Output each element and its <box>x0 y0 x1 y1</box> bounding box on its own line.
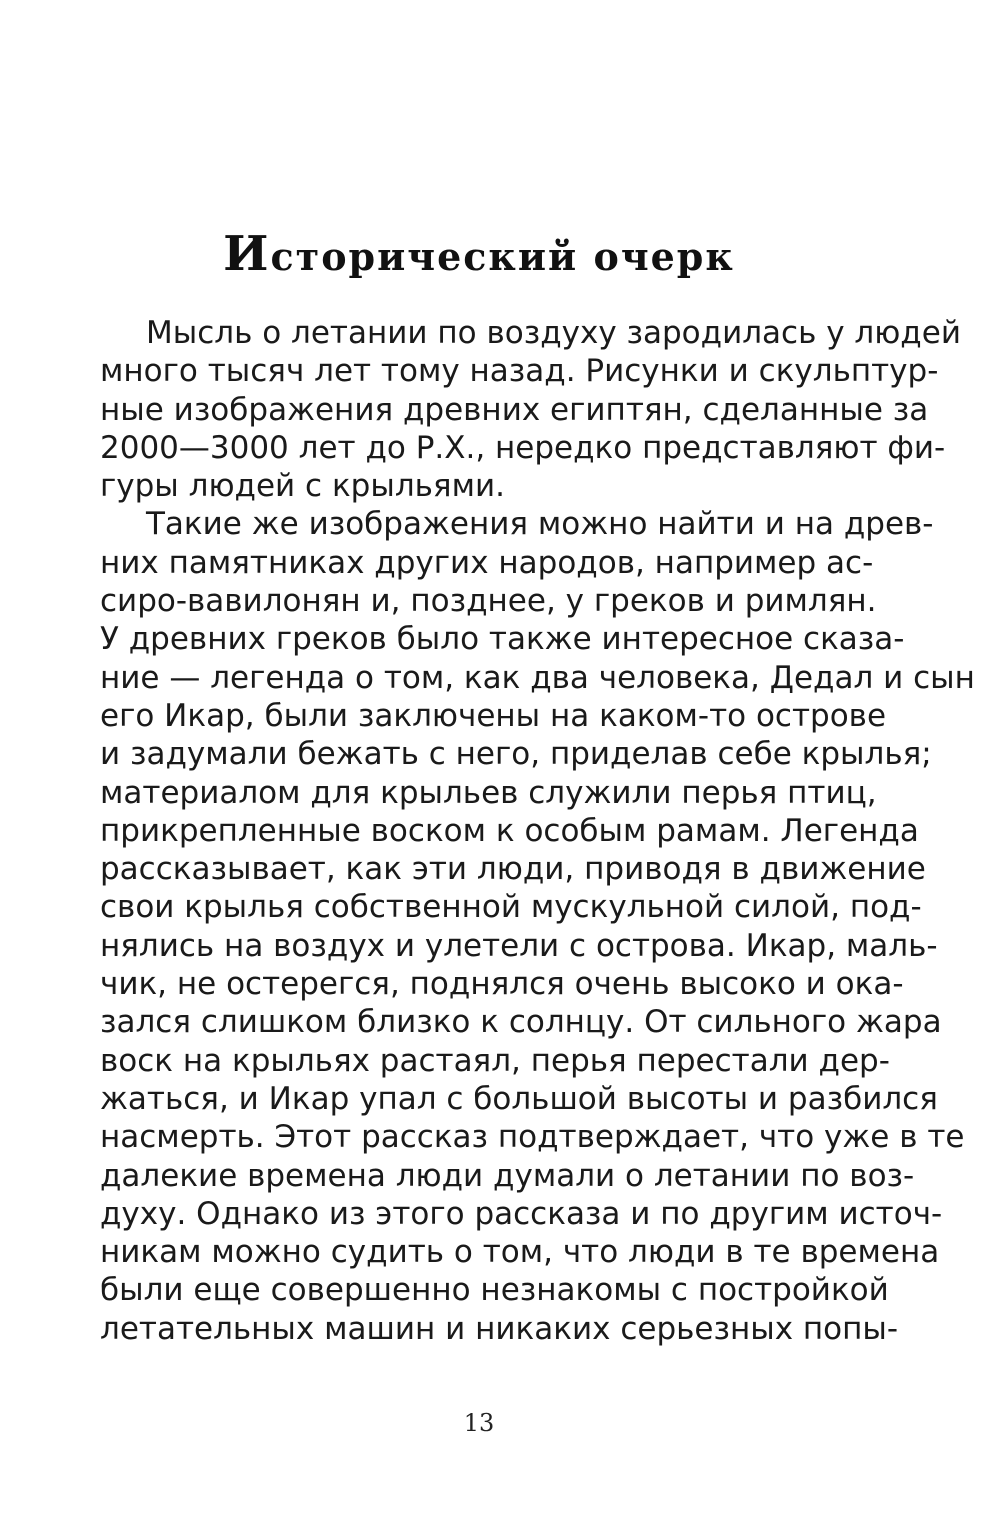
text-line: никам можно судить о том, что люди в те времена <box>100 1234 940 1271</box>
text-line: насмерть. Этот рассказ подтверждает, что уже в те <box>100 1119 965 1156</box>
text-line: его Икар, были заключены на каком-то острове <box>100 697 887 734</box>
text-line: духу. Однако из этого рассказа и по другим источ- <box>100 1195 943 1232</box>
text-line: далекие времена люди думали о летании по воз- <box>100 1157 915 1194</box>
text-line: материалом для крыльев служили перья птиц, <box>100 774 877 811</box>
text-line: ние — легенда о том, как два человека, Дедал и сын <box>100 659 975 696</box>
text-line: них памятниках других народов, например ас- <box>100 544 874 581</box>
text-line: свои крылья собственной мускульной силой, под- <box>100 889 922 926</box>
page-number: 13 <box>463 1409 495 1437</box>
paragraph <box>100 505 975 1348</box>
text-line: зался слишком близко к солнцу. От сильного жара <box>100 1004 942 1041</box>
text-line: Мысль о летании по воздуху зародилась у людей <box>146 315 961 351</box>
text-line: нялись на воздух и улетели с острова. Икар, маль- <box>100 927 938 964</box>
text-line: У древних греков было также интересное сказа- <box>100 621 905 658</box>
text-line: летательных машин и никаких серьезных попы- <box>100 1310 899 1347</box>
paragraph <box>100 314 961 505</box>
text-line: и задумали бежать с него, приделав себе крылья; <box>100 736 932 773</box>
text-line: много тысяч лет тому назад. Рисунки и скульптур- <box>100 353 939 390</box>
text-line: воск на крыльях растаял, перья перестали дер- <box>100 1042 890 1079</box>
chapter-title-initial: И <box>223 226 271 282</box>
body-text <box>100 314 975 1348</box>
text-line: Такие же изображения можно найти и на древ- <box>146 506 934 543</box>
text-line: рассказывает, как эти люди, приводя в движение <box>100 851 926 888</box>
paragraphs <box>100 314 975 1348</box>
chapter-title <box>100 222 858 289</box>
text-line: чик, не остерегся, поднялся очень высоко и ока- <box>100 966 904 1003</box>
text-line: 2000—3000 лет до Р.Х., нередко представляют фи- <box>100 429 946 466</box>
text-line: гуры людей с крыльями. <box>100 468 505 505</box>
text-line: были еще совершенно незнакомы с постройкой <box>100 1272 889 1309</box>
text-line: прикрепленные воском к особым рамам. Легенда <box>100 812 919 849</box>
text-line: ные изображения древних египтян, сделанные за <box>100 391 929 428</box>
text-line: жаться, и Икар упал с большой высоты и разбился <box>100 1080 938 1117</box>
chapter-title-rest: сторический очерк <box>270 234 735 279</box>
text-line: сиро-вавилонян и, позднее, у греков и римлян. <box>100 583 877 620</box>
